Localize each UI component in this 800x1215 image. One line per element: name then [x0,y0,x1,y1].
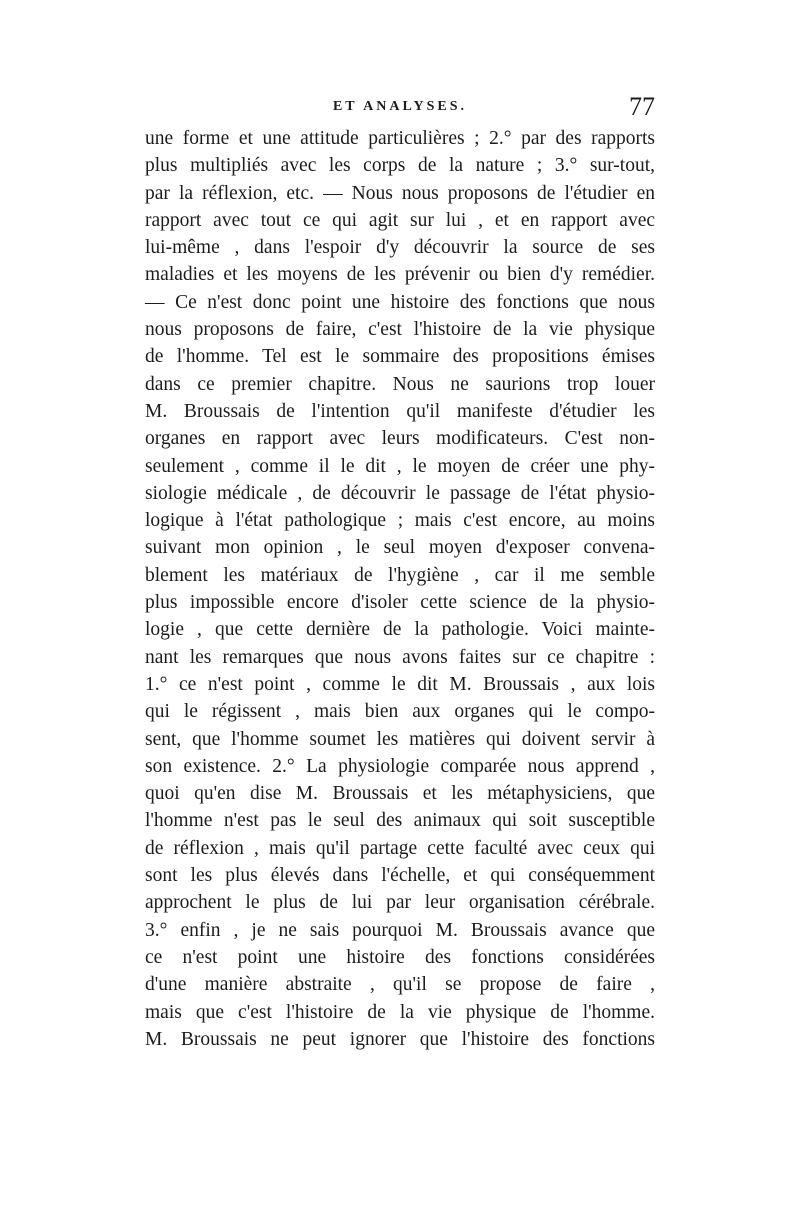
text-line: organes en rapport avec leurs modificateurs. C'est non- [145,428,655,450]
text-line: son existence. 2.° La physiologie comparée nous apprend , [145,755,655,777]
text-line: siologie médicale , de découvrir le passage de l'état physio- [145,482,655,504]
running-head: ET ANALYSES. [332,99,468,114]
text-line: plus multipliés avec les corps de la nature ; 3.° sur-tout, [145,155,655,177]
text-line: 3.° enfin , je ne sais pourquoi M. Broussais avance que [145,919,655,941]
text-line: — Ce n'est donc point une histoire des fonctions que nous [145,291,655,313]
text-line: lui-même , dans l'espoir d'y découvrir la source de ses [145,237,655,259]
text-line: approchent le plus de lui par leur organisation cérébrale. [145,892,655,914]
text-line: seulement , comme il le dit , le moyen de créer une phy- [145,455,655,477]
text-line: suivant mon opinion , le seul moyen d'exposer convena- [145,537,655,559]
page-header [145,92,655,122]
text-line: maladies et les moyens de les prévenir ou bien d'y remédier. [145,264,655,286]
text-line: dans ce premier chapitre. Nous ne saurions trop louer [145,373,655,395]
text-line: mais que c'est l'histoire de la vie physique de l'homme. [145,1001,655,1023]
text-line: 1.° ce n'est point , comme le dit M. Broussais , aux lois [145,673,655,695]
text-line: M. Broussais ne peut ignorer que l'histoire des fonctions [145,1028,655,1050]
text-line: de réflexion , mais qu'il partage cette faculté avec ceux qui [145,837,655,859]
text-line: une forme et une attitude particulières ; 2.° par des rapports [145,128,655,149]
text-line: rapport avec tout ce qui agit sur lui , et en rapport avec [145,209,655,231]
text-line: d'une manière abstraite , qu'il se propose de faire , [145,974,655,996]
text-line: plus impossible encore d'isoler cette science de la physio- [145,592,655,614]
text-line: quoi qu'en dise M. Broussais et les métaphysiciens, que [145,783,655,805]
text-line: sent, que l'homme soumet les matières qui doivent servir à [145,728,655,750]
text-line: de l'homme. Tel est le sommaire des propositions émises [145,346,655,368]
text-line: M. Broussais de l'intention qu'il manifeste d'étudier les [145,400,655,422]
text-line: ce n'est point une histoire des fonctions considérées [145,946,655,968]
page-number: 77 [629,92,655,121]
body-text [145,125,655,1053]
text-line: logique à l'état pathologique ; mais c'est encore, au moins [145,510,655,532]
text-line: logie , que cette dernière de la pathologie. Voici mainte- [145,619,655,641]
text-line: nant les remarques que nous avons faites sur ce chapitre : [145,646,655,668]
text-line: blement les matériaux de l'hygiène , car il me semble [145,564,655,586]
text-line: sont les plus élevés dans l'échelle, et qui conséquemment [145,865,655,887]
text-line: par la réflexion, etc. — Nous nous proposons de l'étudier en [145,182,655,204]
text-line: nous proposons de faire, c'est l'histoire de la vie physique [145,319,655,341]
text-line: qui le régissent , mais bien aux organes qui le compo- [145,701,655,723]
text-line: l'homme n'est pas le seul des animaux qui soit susceptible [145,810,655,832]
